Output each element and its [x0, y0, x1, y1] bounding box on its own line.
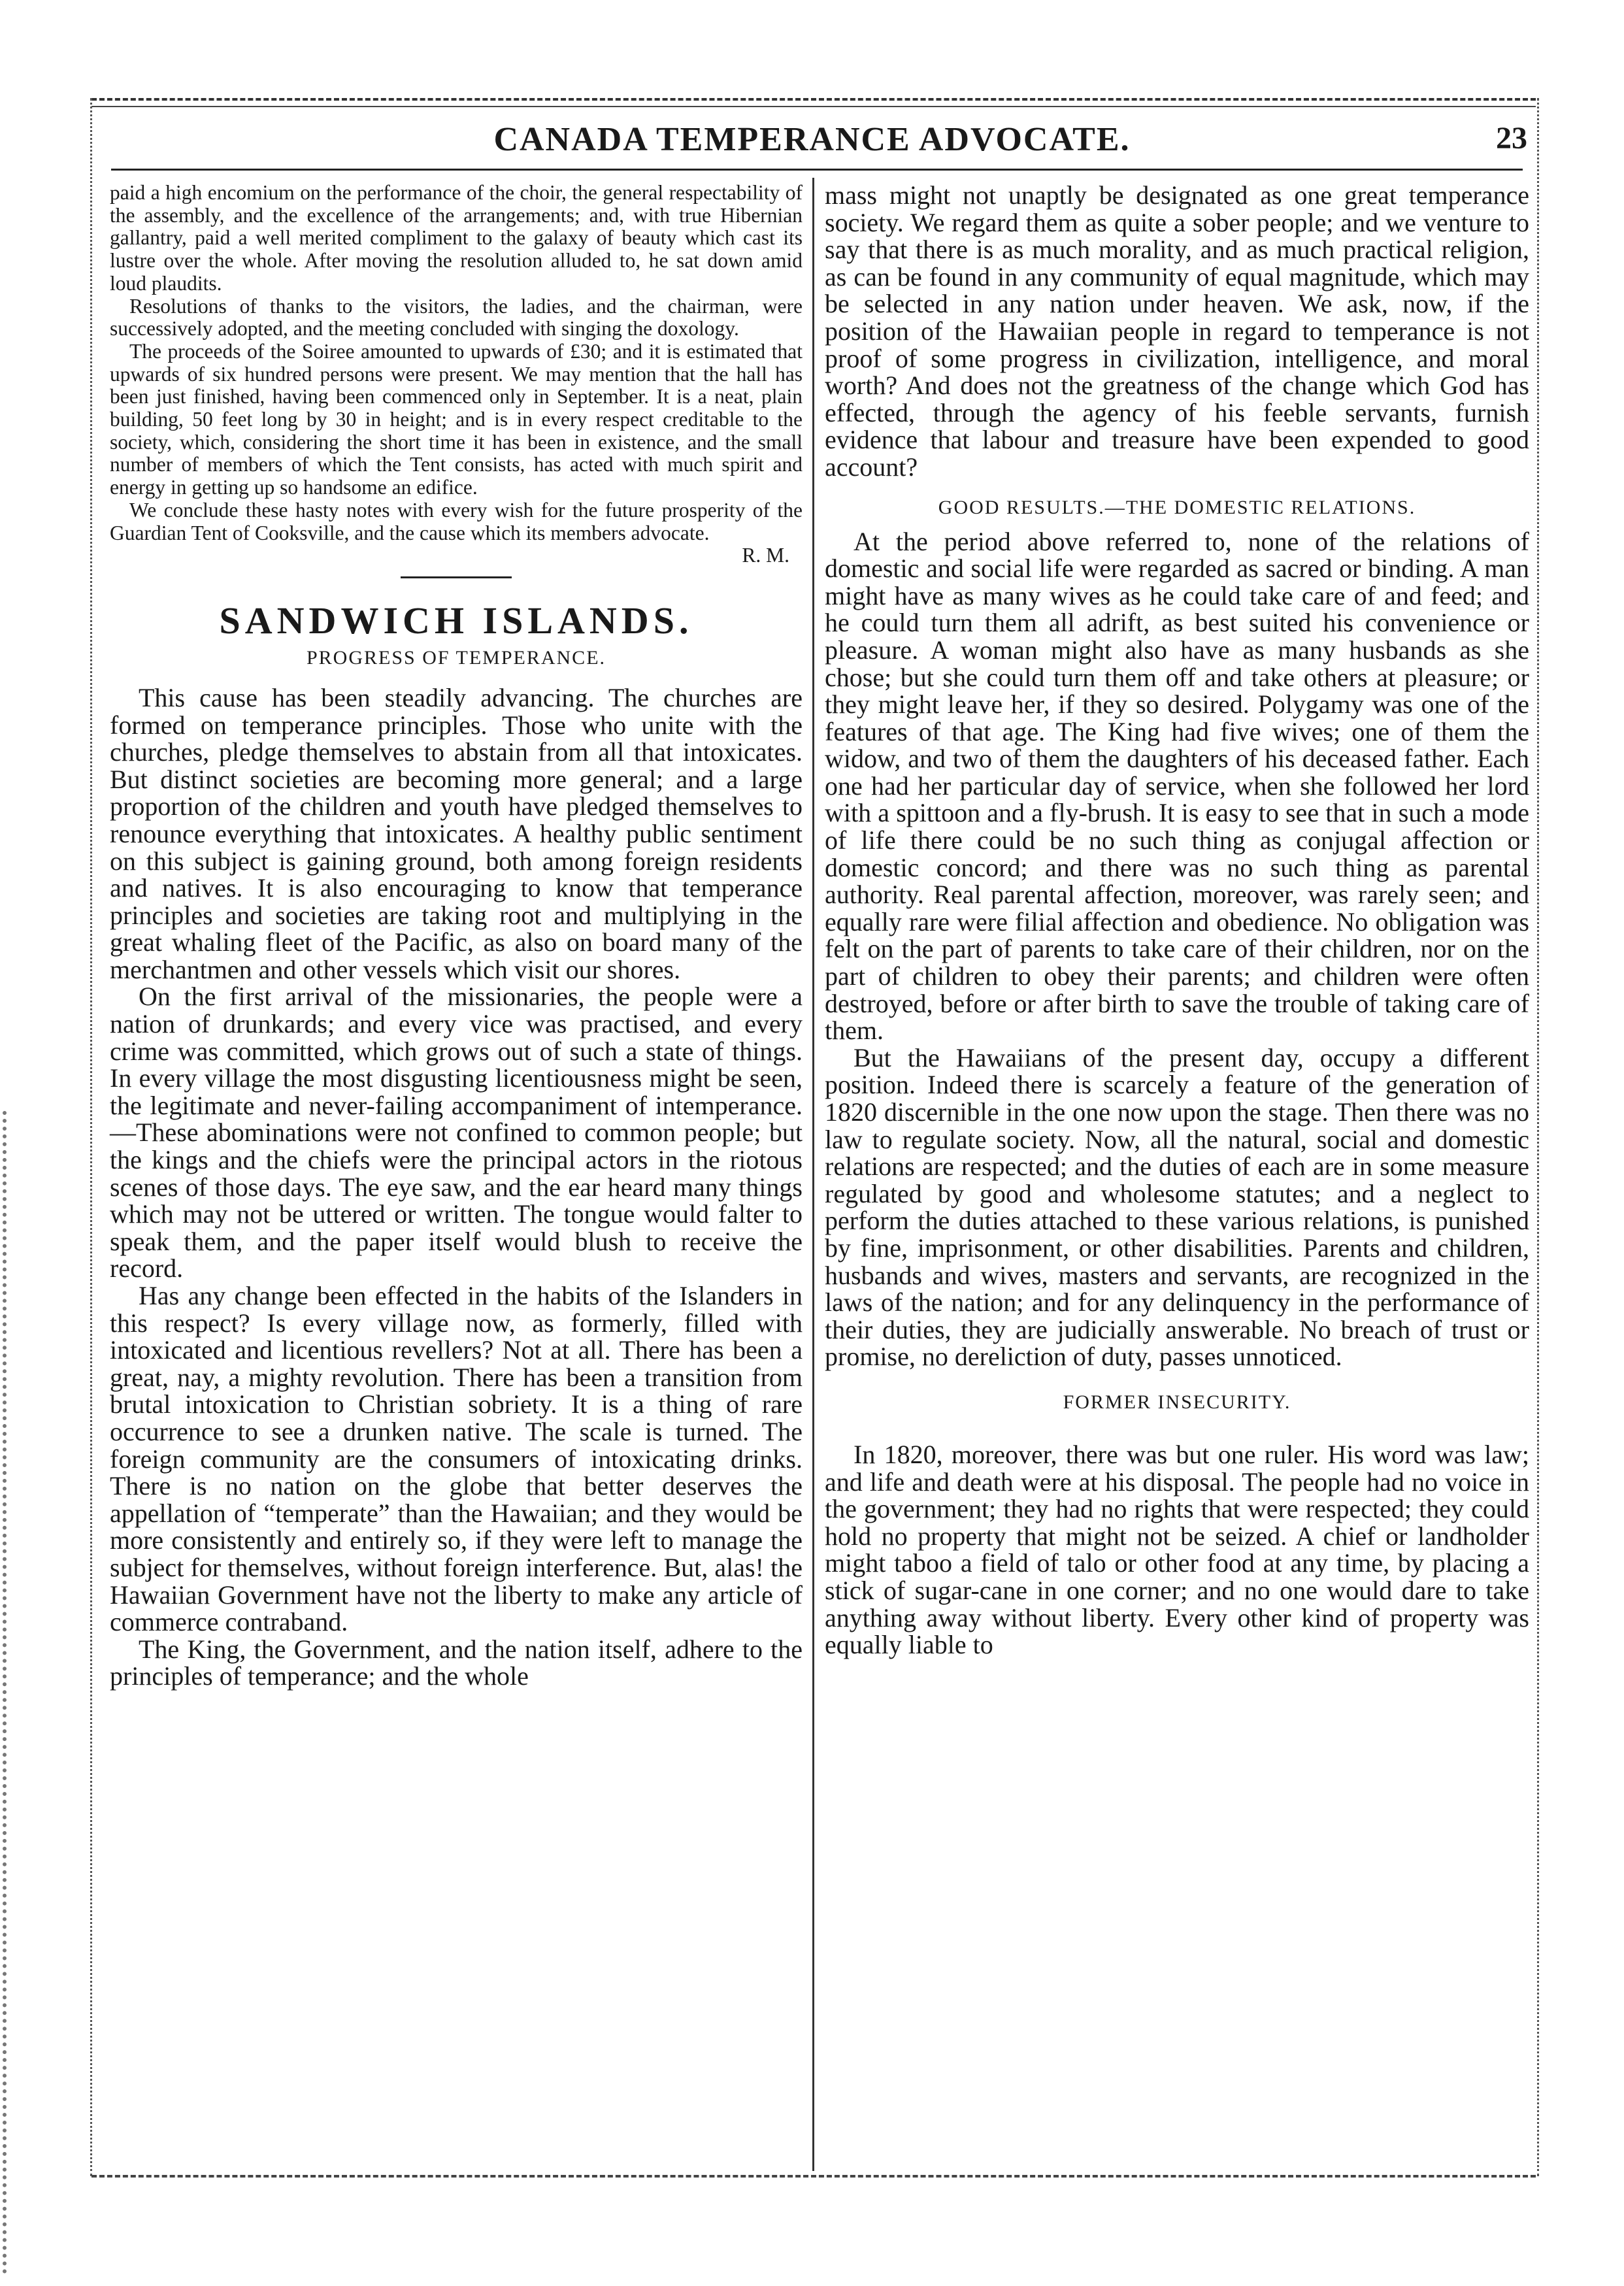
article-paragraph: The King, the Government, and the nation itself, adhere to the principles of temperance; and the whole: [110, 1634, 803, 1691]
signature-line: [110, 544, 803, 567]
closing-paragraph: We conclude these hasty notes with every wish for the future prosperity of the Guardian Tent of Cooksville, and the cause which its members advocate.: [110, 498, 803, 544]
section-title: SANDWICH ISLANDS.: [219, 599, 693, 642]
masthead-title: CANADA TEMPERANCE ADVOCATE.: [493, 121, 1131, 158]
header-rule: [111, 169, 1523, 171]
bottom-border: [91, 2175, 1536, 2178]
left-border: [90, 98, 92, 2176]
section-subtitle: PROGRESS OF TEMPERANCE.: [306, 646, 606, 669]
top-border-line: [91, 106, 1536, 107]
left-column: [110, 182, 803, 1690]
section-separator: [401, 576, 512, 578]
subsection-heading-insecurity: FORMER INSECURITY.: [1063, 1391, 1291, 1413]
report-paragraph: The proceeds of the Soiree amounted to upwards of £30; and it is estimated that upwards of six hundred persons were present. We may mention that the hall has been just finished, having been commenced only in September. It is a neat, plain building, 50 feet long by 30 in height; and is in every respect creditable to the society, which, considering the short time it has been in existence, and the small number of members of which the Tent consists, has acted with much spirit and energy in getting up so handsome an edifice.: [110, 339, 803, 499]
report-paragraph: paid a high encomium on the performance of the choir, the general respectability of the assembly, and the excellence of the arrangements; and, with true Hibernian gallantry, paid a well merited compliment to the galaxy of beauty which cast its lustre over the whole. After moving the resolution alluded to, he sat down amid loud plaudits.: [110, 181, 803, 295]
column-divider: [812, 178, 814, 2171]
article-paragraph: In 1820, moreover, there was but one ruler. His word was law; and life and death were at his disposal. The people had no voice in the government; they had no rights that were respected; they could hold no property that might not be seized. A chief or landholder might taboo a field of talo or other food at any time, by placing a stick of sugar-cane in one corner; and no one would dare to take anything away without liberty. Every other kind of property was equally liable to: [825, 1439, 1529, 1660]
right-column: [825, 182, 1529, 1659]
article-paragraph: But the Hawaiians of the present day, occupy a different position. Indeed there is scarcely a feature of the generation of 1820 discernible in the one now upon the stage. Then there was no law to regulate society. Now, all the natural, social and domestic relations are respected; and the duties of each are in some measure regulated by good and wholesome statutes; and a neglect to perform the duties attached to these various relations, is punished by fine, imprisonment, or other disabilities. Parents and children, husbands and wives, masters and servants, are recognized in the laws of the nation; and for any delinquency in the performance of their duties, they are judicially answerable. No breach of trust or promise, no dereliction of duty, passes unnoticed.: [825, 1042, 1529, 1372]
article-paragraph: At the period above referred to, none of the relations of domestic and social life were regarded as sacred or binding. A man might have as many wives as he could take care of and feed; and he could turn them all adrift, as best suited his convenience or pleasure. A woman might also have as many husbands as she chose; but she could turn them off and take others at pleasure; or they might leave her, if they so desired. Polygamy was one of the features of that age. The King had five wives; one of them the widow, and two of them the daughters of his deceased father. Each one had her particular day of service, when she followed her lord with a spittoon and a fly-brush. It is easy to see that in such a mode of life there could be no such thing as conjugal affection or domestic concord; and there was no such thing as parental authority. Real parental affection, moreover, was rarely seen; and equally rare were filial affection and obedience. No obligation was felt on the part of parents to take care of their children, nor on the part of children to obey their parents; and children were often destroyed, before or after birth to save the trouble of taking care of them.: [825, 526, 1529, 1046]
report-paragraph: Resolutions of thanks to the visitors, the ladies, and the chairman, were successively adopted, and the meeting concluded with singing the doxology.: [110, 294, 803, 340]
article-paragraph: Has any change been effected in the habits of the Islanders in this respect? Is every village now, as formerly, filled with intoxicated and licentious revellers? Not at all. There has been a great, nay, a mighty revolution. There has been a transition from brutal intoxication to Christian sobriety. It is a thing of rare occurrence to see a drunken native. The scale is turned. The foreign community are the consumers of intoxicating drinks. There is no nation on the globe that better deserves the appellation of “temperate” than the Hawaiian; and they would be more consistently and entirely so, if they were left to manage the subject for themselves, without foreign interference. But, alas! the Hawaiian Government have not the liberty to make any article of commerce contraband.: [110, 1281, 803, 1637]
signature: R. M.: [742, 544, 789, 567]
article-paragraph: On the first arrival of the missionaries, the people were a nation of drunkards; and every vice was practised, and every crime was committed, which grows out of such a state of things. In every village the most disgusting licentiousness might be seen, the legitimate and never-failing accompaniment of intemperance.—These abominations were not confined to common people; but the kings and the chiefs were the principal actors in the riotous scenes of those days. The eye saw, and the ear heard many things which may not be uttered or written. The tongue would falter to speak them, and the paper itself would blush to receive the record.: [110, 982, 803, 1284]
page-number: 23: [1496, 121, 1527, 156]
article-paragraph: mass might not unaptly be designated as one great temperance society. We regard them as quite a sober people; and we venture to say that there is as much morality, and as much practical religion, as can be found in any community of equal magnitude, which may be selected in any nation under heaven. We ask, now, if the position of the Hawaiian people in regard to temperance is not proof of some progress in civilization, intelligence, and moral worth? And does not the greatness of the change which God has effected, through the agency of his feeble servants, furnish evidence that labour and treasure have been expended to good account?: [825, 180, 1529, 482]
right-border: [1537, 98, 1539, 2176]
binding-edge: [3, 1111, 16, 2274]
article-paragraph: This cause has been steadily advancing. The churches are formed on temperance principles. Those who unite with the churches, pledge themselves to abstain from all that intoxicates. But distinct societies are becoming more general; and a large proportion of the children and youth have pledged themselves to renounce everything that intoxicates. A healthy public sentiment on this subject is gaining ground, both among foreign residents and natives. It is also encouraging to know that temperance principles and societies are taking root and multiplying in the great whaling fleet of the Pacific, as also on board many of the merchantmen and other vessels which visit our shores.: [110, 682, 803, 984]
top-border-dashed: [91, 98, 1536, 101]
subsection-heading-domestic: GOOD RESULTS.—THE DOMESTIC RELATIONS.: [938, 496, 1416, 518]
